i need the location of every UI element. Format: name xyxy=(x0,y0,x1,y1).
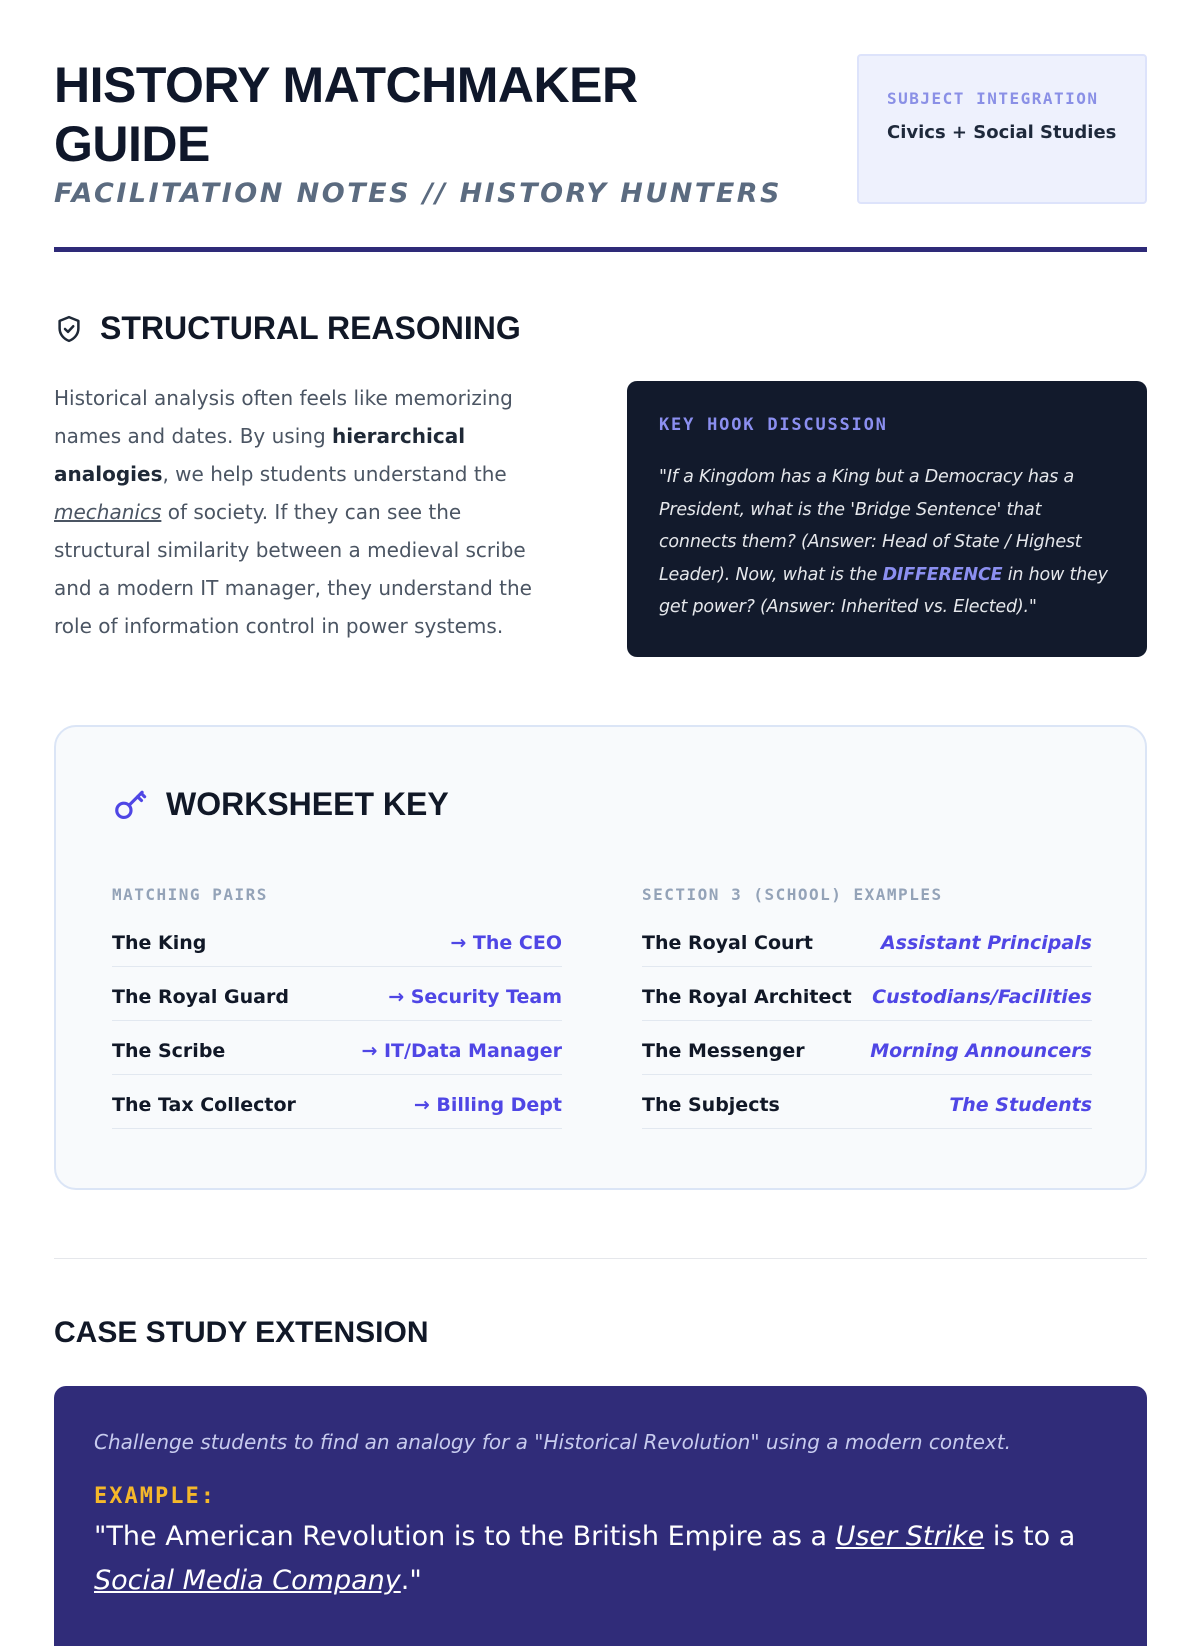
case-study-heading: CASE STUDY EXTENSION xyxy=(54,1316,429,1349)
key-hook-card xyxy=(627,381,1147,657)
key-hook-text xyxy=(659,461,1115,624)
pair-left: The Tax Collector xyxy=(112,1093,296,1116)
pair-left: The Subjects xyxy=(642,1093,780,1116)
pair-left: The Scribe xyxy=(112,1039,226,1062)
pair-right: The Students xyxy=(949,1093,1092,1116)
worksheet-heading xyxy=(112,785,449,823)
matching-pair-row xyxy=(112,913,562,967)
structural-heading xyxy=(54,310,521,347)
subject-integration-box xyxy=(857,54,1147,204)
school-example-row xyxy=(642,1075,1092,1129)
section-divider xyxy=(54,1258,1147,1259)
structural-intro xyxy=(54,379,554,645)
pair-right: → The CEO xyxy=(450,931,562,954)
matching-pair-row xyxy=(112,967,562,1021)
key-hook-label: KEY HOOK DISCUSSION xyxy=(659,415,888,435)
matching-pair-row xyxy=(112,1075,562,1129)
example-text: is to a xyxy=(984,1521,1076,1552)
pair-left: The Royal Guard xyxy=(112,985,289,1008)
matching-pair-row xyxy=(112,1021,562,1075)
pair-right: → Billing Dept xyxy=(413,1093,562,1116)
school-example-row xyxy=(642,967,1092,1021)
hook-text: "If a Kingdom has a King but a Democracy has a President, what is the 'Bridge Sentence' that connects them? (Answer: Head of State / Highest Leader). Now, what is the xyxy=(659,467,1082,585)
example-text: "The American Revolution is to the British Empire as a xyxy=(94,1521,836,1552)
hook-highlight: DIFFERENCE xyxy=(882,564,1003,585)
intro-text: of society. If they can see the structural similarity between a medieval scribe and a modern IT manager, they understand the role of information control in power systems. xyxy=(54,500,532,638)
intro-underline: mechanics xyxy=(54,500,162,524)
subject-integration-value: Civics + Social Studies xyxy=(887,122,1117,143)
pair-right: → IT/Data Manager xyxy=(361,1039,562,1062)
case-study-intro: Challenge students to find an analogy for a "Historical Revolution" using a modern context. xyxy=(94,1430,1011,1454)
example-underline: Social Media Company xyxy=(94,1565,401,1596)
matching-pairs-label: MATCHING PAIRS xyxy=(112,885,268,904)
pair-right: Custodians/Facilities xyxy=(872,985,1092,1008)
example-text: ." xyxy=(400,1565,422,1596)
matching-pairs-column xyxy=(112,885,562,1129)
shield-check-icon xyxy=(54,314,84,344)
school-examples-column xyxy=(642,885,1092,1129)
intro-text: , we help students understand the xyxy=(162,462,507,486)
page-title: HISTORY MATCHMAKER GUIDE xyxy=(54,57,638,172)
school-example-row xyxy=(642,1021,1092,1075)
pair-left: The Royal Architect xyxy=(642,985,852,1008)
header-divider xyxy=(54,247,1147,252)
case-study-example-label: EXAMPLE: xyxy=(94,1484,216,1509)
school-examples-label: SECTION 3 (SCHOOL) EXAMPLES xyxy=(642,885,943,904)
pair-left: The King xyxy=(112,931,207,954)
case-study-card xyxy=(54,1386,1147,1646)
pair-left: The Messenger xyxy=(642,1039,805,1062)
worksheet-heading-text: WORKSHEET KEY xyxy=(166,785,449,822)
example-underline: User Strike xyxy=(835,1521,985,1552)
intro-bold: hierarchical analogies xyxy=(54,424,466,486)
page-subtitle: FACILITATION NOTES // HISTORY HUNTERS xyxy=(54,178,783,209)
structural-heading-text: STRUCTURAL REASONING xyxy=(100,310,521,346)
worksheet-key-card xyxy=(54,725,1147,1190)
key-icon xyxy=(112,785,150,823)
pair-right: Assistant Principals xyxy=(880,931,1092,954)
pair-right: → Security Team xyxy=(388,985,562,1008)
pair-right: Morning Announcers xyxy=(870,1039,1092,1062)
subject-integration-label: SUBJECT INTEGRATION xyxy=(887,89,1099,108)
school-example-row xyxy=(642,913,1092,967)
hook-text: in how they get power? (Answer: Inherited vs. Elected)." xyxy=(659,564,1108,617)
intro-text: Historical analysis often feels like memorizing names and dates. By using xyxy=(54,386,513,448)
case-study-example xyxy=(94,1515,1107,1603)
header xyxy=(54,54,1147,254)
pair-left: The Royal Court xyxy=(642,931,813,954)
